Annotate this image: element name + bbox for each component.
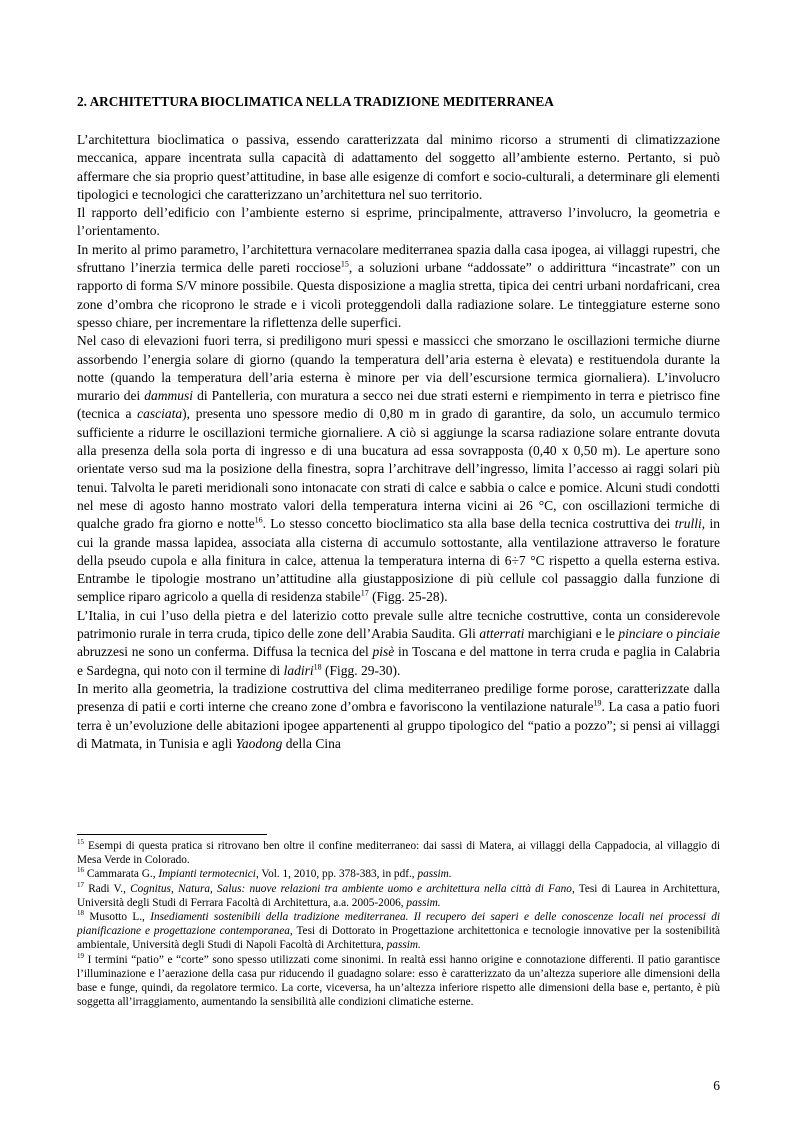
footnote-16: $^{16}$ Cammarata G., Impianti termotecnici, Vol. 1, 2010, pp. 378-383, in pdf., passim. — [77, 866, 452, 881]
paragraph-elevations: Nel caso di elevazioni fuori terra, si prediligono muri spessi e massicci che smorzano le oscillazioni termiche diurne assorbendo l’energia solare di giorno (quando la temperatura dell’aria esterna è elevata) e restituendola durante la notte (quando la temperatura dell’aria esterna è minore per via dell’escursione termica giornaliera). L’involucro murario dei dammusi di Pantelleria, con muratura a secco nei due strati esterni e riempimento in terra e pietrisco fine (tecnica a casciata), presenta uno spessore medio di 0,80 m in grado di garantire, da solo, un accumulo termico sufficiente a ridurre le oscillazioni termiche giornaliere. A ciò si aggiunge la scarsa radiazione solare entrante dovuta alla presenza della sola porta di ingresso e di una bucatura ad essa sovrapposta (0,40 x 0,50 m). Le aperture sono orientate verso sud ma la posizione della finestra, sopra l’architrave dell’ingresso, limita l’accesso ai raggi solari più tenui. Talvolta le pareti meridionali sono intonacate con strati di calce e sabbia o calce e pomice. Alcuni studi condotti nel mese di agosto hanno mostrato valori della temperatura interna vicini ai 26 °C, con oscillazioni termiche di qualche grado fra giorno e notte$^{16}$. Lo stesso concetto bioclimatico sta alla base della tecnica costruttiva dei trulli, in cui la grande massa lapidea, associata alla cisterna di accumulo sottostante, alla ventilazione attraverso le forature della pseudo cupola e alla finitura in calce, attenua la temperatura interna di 6÷7 °C rispetto a quella esterna estiva. Entrambe le tipologie mostrano un’attitudine alla giustapposizione di più cellule col passaggio dalla funzione di semplice riparo agricolo a quella di residenza stabile$^{17}$ (Figg. 25-28). — [77, 333, 720, 605]
paragraph-geometry: In merito alla geometria, la tradizione costruttiva del clima mediterraneo predilige forme porose, caratterizzate dalla presenza di patii e corti interne che creano zone d’ombra e favoriscono la ventilazione naturale$^{19}$. La casa a patio fuori terra è un’evoluzione delle abitazioni ipogee appartenenti al gruppo tipologico del “patio a pozzo”; si pensi ai villaggi di Matmata, in Tunisia e agli Yaodong della Cina — [77, 680, 720, 751]
footnote-divider — [77, 834, 267, 835]
footnote-15: $^{15}$ Esempi di questa pratica si ritrovano ben oltre il confine mediterraneo: dai sassi di Matera, ai villaggi della Cappadocia, al villaggio di Mesa Verde in Colorado. — [77, 838, 720, 867]
body-text — [77, 131, 720, 753]
footnote-ref-18[interactable]: 18 — [313, 662, 322, 672]
footnote-ref-17[interactable]: 17 — [360, 588, 369, 598]
footnote-ref-19[interactable]: 19 — [593, 698, 602, 708]
paragraph-bioclimatic-definition: L’architettura bioclimatica o passiva, essendo caratterizzata dal minimo ricorso a strumenti di climatizzazione meccanica, appare incentrata sulla capacità di adattamento del soggetto all’ambiente esterno. Pertanto, si può affermare che sia proprio quest’attitudine, in base alle esigenze di comfort e socio-culturali, a determinare gli elementi tipologici e tecnologici che caratterizzano un’architettura nel suo territorio. — [77, 132, 720, 202]
footnote-17: $^{17}$ Radi V., Cognitus, Natura, Salus: nuove relazioni tra ambiente uomo e architettura nella città di Fano, Tesi di Laurea in Architettura, Università degli Studi di Ferrara Facoltà di Architettura, a.a. 2005-2006, passim. — [77, 880, 720, 909]
paragraph-envelope: In merito al primo parametro, l’architettura vernacolare mediterranea spazia dalla casa ipogea, ai villaggi rupestri, che sfruttano l’inerzia termica delle pareti rocciose$^{15}$, a soluzioni urbane “addossate” o addirittura “incastrate” con un rapporto di forma S/V minore possibile. Questa disposizione a maglia stretta, tipica dei centri urbani nordafricani, crea zone d’ombra che ricoprono le strade e i vicoli proteggendoli dalla radiazione solare. Le tinteggiature esterne sono spesso chiare, per incrementare la riflettenza delle superfici. — [77, 241, 720, 330]
paragraph-building-environment: Il rapporto dell’edificio con l’ambiente esterno si esprime, principalmente, attraverso l’involucro, la geometria e l’orientamento. — [77, 205, 720, 239]
page-number: 6 — [713, 1078, 720, 1093]
section-heading: 2. ARCHITETTURA BIOCLIMATICA NELLA TRADIZIONE MEDITERRANEA — [77, 94, 554, 109]
footnotes — [77, 839, 720, 1009]
footnote-18: $^{18}$ Musotto L., Insediamenti sostenibili della tradizione mediterranea. Il recupero dei saperi e delle conoscenze locali nei processi di pianificazione e progettazione contemporanea, Tesi di Dottorato in Progettazione architettonica e tecnologie innovative per la sostenibilità ambientale, Università degli Studi di Napoli Facoltà di Architettura, passim. — [77, 909, 721, 952]
footnote-ref-16[interactable]: 16 — [254, 515, 263, 525]
paragraph-italy-earth: L’Italia, in cui l’uso della pietra e del laterizio cotto prevale sulle altre tecniche costruttive, conta un considerevole patrimonio rurale in terra cruda, tipico delle zone dell’Arabia Saudita. Gli atterrati marchigiani e le pinciare o pinciaie abruzzesi ne sono un conferma. Diffusa la tecnica del pisè in Toscana e del mattone in terra cruda e paglia in Calabria e Sardegna, qui noto con il termine di ladiri$^{18}$ (Figg. 29-30). — [77, 607, 720, 678]
footnote-ref-15[interactable]: 15 — [340, 259, 349, 269]
footnote-19: $^{19}$ I termini “patio” e “corte” sono spesso utilizzati come sinonimi. In realtà essi hanno origine e connotazione differenti. Il patio garantisce l’illuminazione e l’aerazione della casa pur riducendo il guadagno solare: esso è caratterizzato da un’altezza superiore alle dimensioni della base e funge, quindi, da regolatore termico. La corte, viceversa, ha un’altezza inferiore rispetto alle dimensioni della base e, pertanto, è più soggetta all’irraggiamento, aumentando la sensibilità alle condizioni climatiche esterne. — [77, 951, 720, 1009]
